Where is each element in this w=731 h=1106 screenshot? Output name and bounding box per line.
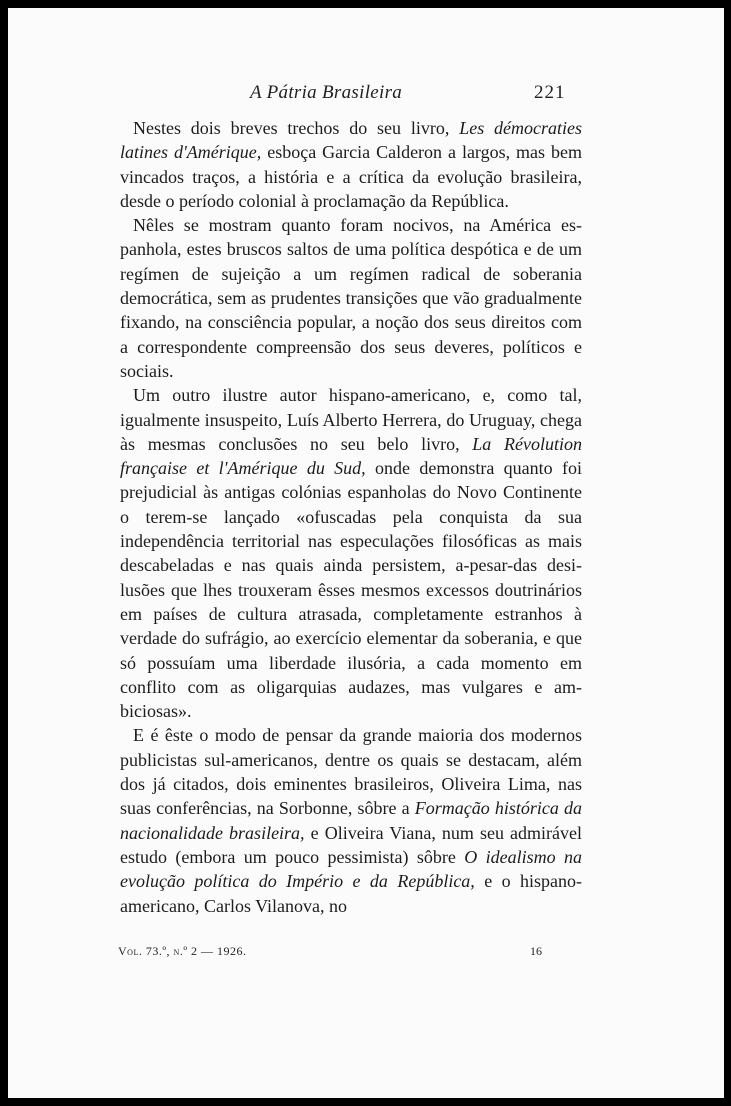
text-run: Nestes dois breves trechos do seu livro, [133,118,460,138]
italic-title: Formação histórica da nacionalidade brasileira, [120,798,582,843]
page-header [8,82,724,106]
paragraph [120,723,582,917]
text-run: onde demonstra quanto foi prejudicial às antigas colónias espanholas do Novo Continente o terem-se lançado «ofuscadas pela conquista da sua independência territorial nas especulações filosóficas as mais descabeladas e nas quais ainda persistem, a-pesar-das desilusões que lhes trouxeram êsses mesmos excessos doutrinários em países de cultura atrasada, completamente estranhos à verdade do sufrágio, ao exercício elementar da soberania, e que só possuíam uma liberdade ilusória, a cada momento em conflito com as oligarquias audazes, mas vulgares e ambiciosas». [120,458,582,722]
book-page [8,8,724,1098]
text-run: Um outro ilustre autor hispano-americano, e, como tal, igualmente insuspeito, Luís Alberto Herrera, do Uruguay, chega às mesmas conclusões no seu belo livro, [120,385,582,454]
text-run: e Oliveira Viana, num seu admirável estudo (embora um pouco pessimista) sôbre [120,822,582,867]
italic-title: O idealismo na evolução política do Império e da República, [120,846,582,892]
text-run: e o hispano-americano, Carlos Vilanova, no [120,871,582,916]
italic-title: Les démocraties latines d'Amérique, [120,118,582,163]
italic-title: La Révolution française et l'Amérique du Sud, [120,433,582,479]
page-footer [118,944,580,964]
paragraph [120,213,582,383]
text-run: E é êste o modo de pensar da grande maioria dos modernos publicistas sul-americanos, dentre os quais se destacam, além dos já citados, dois eminentes brasileiros, Oliveira Lima, nas suas conferências, na Sorbonne, sôbre a [120,725,582,819]
text-run: Nêles se mostram quanto foram nocivos, na América espanhola, estes bruscos saltos de uma política despótica e de um regímen de sujeição a um regímen radical de soberania democrática, sem as prudentes transições que vão gradualmente fixando, na consciência popular, a noção dos seus direitos com a correspondente compreensão dos seus deveres, políticos e sociais. [120,215,582,381]
volume-info: Vol. 73.º, n.º 2 — 1926. [118,944,247,958]
text-run: esboça Garcia Calderon a largos, mas bem vincados traços, a história e a crítica da evolução brasileira, desde o período colonial à proclamação da República. [120,142,582,211]
paragraph [120,116,582,213]
body-text [120,116,582,918]
paragraph [120,383,582,723]
page-number: 221 [534,82,566,103]
sheet-number: 16 [530,944,542,958]
running-title: A Pátria Brasileira [250,82,403,103]
